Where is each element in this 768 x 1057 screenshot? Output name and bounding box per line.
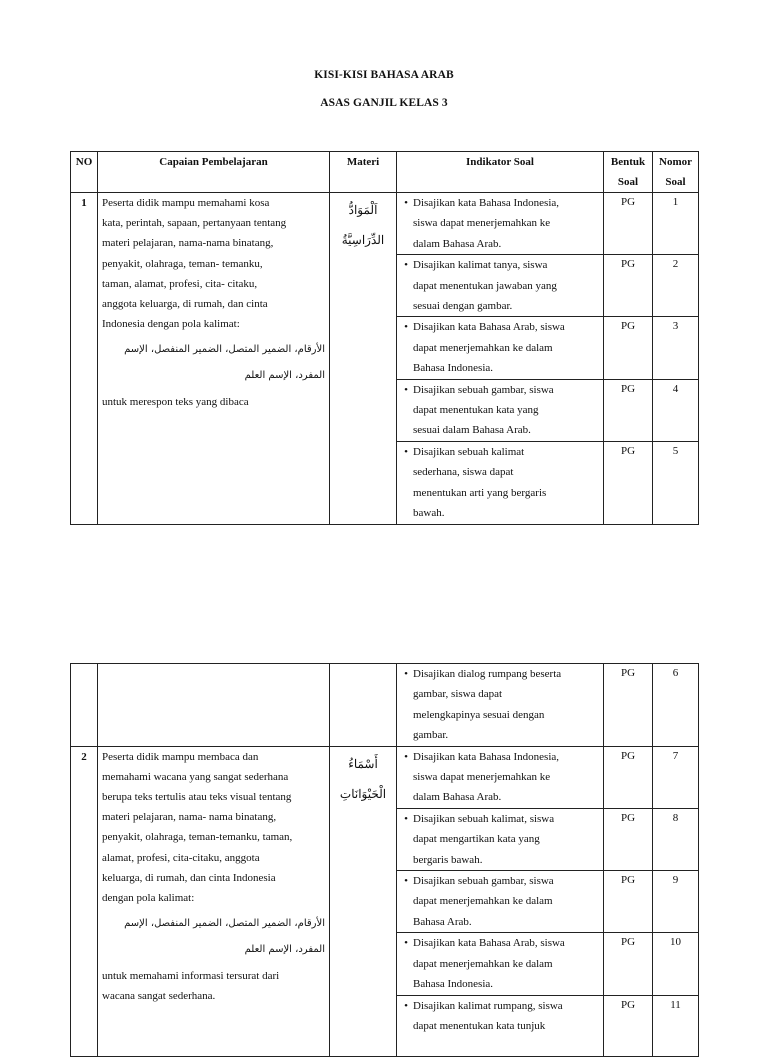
bentuk-cell: PG	[604, 317, 653, 379]
nomor-cell: 3	[653, 317, 699, 379]
header-materi: Materi	[330, 152, 397, 193]
nomor-cell: 1	[653, 193, 699, 255]
materi-cell	[330, 664, 397, 747]
arabic-pattern-1: الأرقام، الضمير المتصل، الضمير المنفصل، الإسم	[124, 918, 325, 930]
bentuk-cell: PG	[604, 193, 653, 255]
indikator-cell: • Disajikan kata Bahasa Arab, siswa dapat menerjemahkan ke dalam Bahasa Indonesia.	[397, 317, 604, 379]
nomor-cell: 11	[653, 995, 699, 1056]
materi-cell: اَلْمَوَادُّ الدِّرَاسِيَّةُ	[330, 193, 397, 525]
bentuk-cell: PG	[604, 255, 653, 317]
row-number: 1	[71, 193, 98, 525]
nomor-cell: 8	[653, 808, 699, 870]
nomor-cell: 7	[653, 746, 699, 808]
document-subtitle: ASAS GANJIL KELAS 3	[320, 97, 448, 109]
bentuk-cell: PG	[604, 995, 653, 1056]
header-indikator: Indikator Soal	[397, 152, 604, 193]
header-no: NO	[71, 152, 98, 193]
table-header-row	[71, 152, 699, 193]
nomor-cell: 6	[653, 664, 699, 747]
header-bentuk-soal: Bentuk Soal	[604, 152, 653, 193]
indikator-cell: • Disajikan kalimat tanya, siswa dapat menentukan jawaban yang sesuai dengan gambar.	[397, 255, 604, 317]
kisi-kisi-table-1	[70, 151, 699, 525]
bentuk-cell: PG	[604, 871, 653, 933]
capaian-cell: Peserta didik mampu membaca dan memahami wacana yang sangat sederhana berupa teks tertulis atau teks visual tentang materi pelajaran, nama- nama binatang, penyakit, olahraga, teman-temanku, taman, alamat, profesi, cita-citaku, anggota keluarga, di rumah, dan cinta Indonesia dengan pola kalimat: الأرقام، الضمير المتصل، الضمير المنفصل، الإسم المفرد، الإسم العلم untuk memahami informasi tersurat dari wacana sangat sederhana.	[98, 746, 330, 1056]
bentuk-cell: PG	[604, 664, 653, 747]
arabic-pattern-1: الأرقام، الضمير المتصل، الضمير المنفصل، الإسم	[124, 344, 325, 356]
kisi-kisi-table-2	[70, 663, 699, 1057]
capaian-cell: Peserta didik mampu memahami kosa kata, perintah, sapaan, pertanyaan tentang materi pelajaran, nama-nama binatang, penyakit, olahraga, teman- temanku, taman, alamat, profesi, cita- citaku, anggota keluarga, di rumah, dan cinta Indonesia dengan pola kalimat: الأرقام، الضمير المتصل، الضمير المنفصل، الإسم المفرد، الإسم العلم untuk merespon teks yang dibaca	[98, 193, 330, 525]
nomor-cell: 5	[653, 441, 699, 524]
indikator-cell: • Disajikan kalimat rumpang, siswa dapat menentukan kata tunjuk	[397, 995, 604, 1056]
table-row	[71, 193, 699, 255]
capaian-cell	[98, 664, 330, 747]
arabic-pattern-2: المفرد، الإسم العلم	[244, 370, 325, 382]
nomor-cell: 2	[653, 255, 699, 317]
document-title: KISI-KISI BAHASA ARAB	[314, 69, 454, 81]
indikator-cell: • Disajikan sebuah kalimat, siswa dapat mengartikan kata yang bergaris bawah.	[397, 808, 604, 870]
bentuk-cell: PG	[604, 933, 653, 995]
indikator-cell: • Disajikan kata Bahasa Indonesia, siswa dapat menerjemahkan ke dalam Bahasa Arab.	[397, 746, 604, 808]
indikator-cell: • Disajikan sebuah gambar, siswa dapat menerjemahkan ke dalam Bahasa Arab.	[397, 871, 604, 933]
row-number: 2	[71, 746, 98, 1056]
indikator-cell: • Disajikan kata Bahasa Indonesia, siswa dapat menerjemahkan ke dalam Bahasa Arab.	[397, 193, 604, 255]
nomor-cell: 10	[653, 933, 699, 995]
indikator-cell: • Disajikan sebuah gambar, siswa dapat menentukan kata yang sesuai dalam Bahasa Arab.	[397, 379, 604, 441]
indikator-cell: • Disajikan sebuah kalimat sederhana, siswa dapat menentukan arti yang bergaris bawah.	[397, 441, 604, 524]
bentuk-cell: PG	[604, 441, 653, 524]
indikator-cell: • Disajikan dialog rumpang beserta gambar, siswa dapat melengkapinya sesuai dengan gambar.	[397, 664, 604, 747]
bentuk-cell: PG	[604, 379, 653, 441]
table-row	[71, 664, 699, 747]
bentuk-cell: PG	[604, 808, 653, 870]
header-capaian: Capaian Pembelajaran	[98, 152, 330, 193]
bentuk-cell: PG	[604, 746, 653, 808]
table-row	[71, 746, 699, 808]
materi-cell: أَسْمَاءُ الْحَيْوَانَاتِ	[330, 746, 397, 1056]
arabic-pattern-2: المفرد، الإسم العلم	[244, 944, 325, 956]
row-number	[71, 664, 98, 747]
nomor-cell: 4	[653, 379, 699, 441]
indikator-cell: • Disajikan kata Bahasa Arab, siswa dapat menerjemahkan ke dalam Bahasa Indonesia.	[397, 933, 604, 995]
header-nomor-soal: Nomor Soal	[653, 152, 699, 193]
nomor-cell: 9	[653, 871, 699, 933]
